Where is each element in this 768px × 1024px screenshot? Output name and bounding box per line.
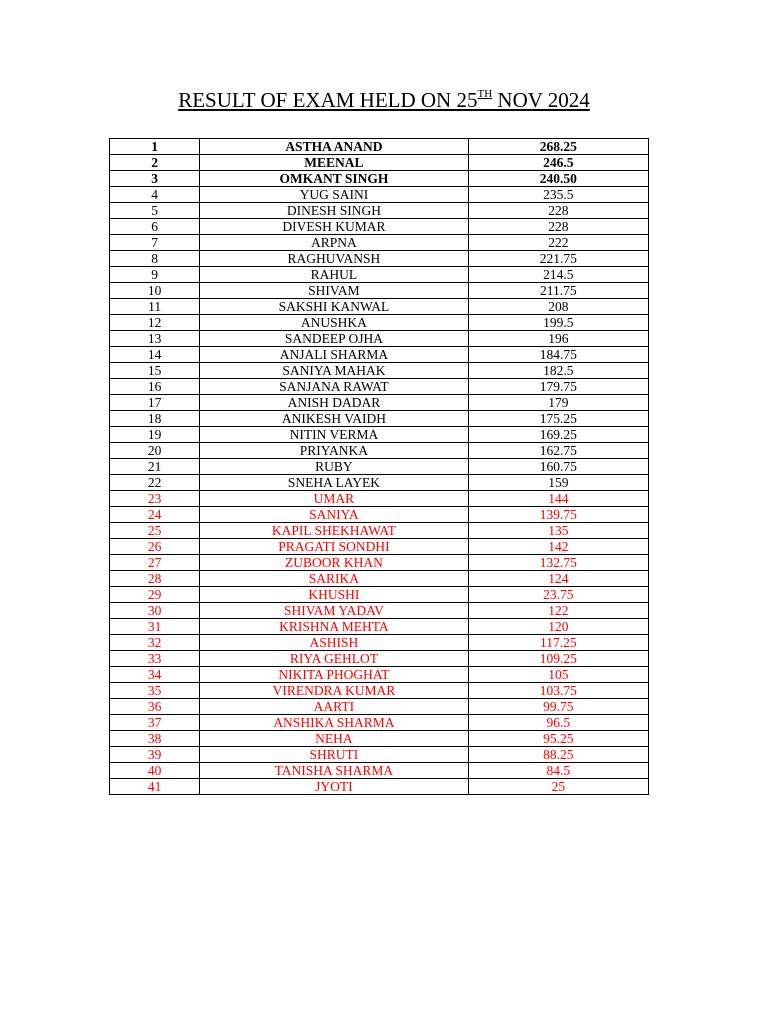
rank-cell: 7 bbox=[110, 235, 200, 251]
name-cell: NIKITA PHOGHAT bbox=[200, 667, 468, 683]
rank-cell: 16 bbox=[110, 379, 200, 395]
title-prefix: RESULT OF EXAM HELD ON 25 bbox=[178, 88, 478, 112]
score-cell: 95.25 bbox=[468, 731, 648, 747]
name-cell: ANSHIKA SHARMA bbox=[200, 715, 468, 731]
rank-cell: 17 bbox=[110, 395, 200, 411]
page-title bbox=[0, 86, 768, 114]
rank-cell: 39 bbox=[110, 747, 200, 763]
name-cell: RAGHUVANSH bbox=[200, 251, 468, 267]
rank-cell: 31 bbox=[110, 619, 200, 635]
rank-cell: 19 bbox=[110, 427, 200, 443]
name-cell: JYOTI bbox=[200, 779, 468, 795]
rank-cell: 23 bbox=[110, 491, 200, 507]
table-row bbox=[110, 475, 649, 491]
table-row bbox=[110, 139, 649, 155]
score-cell: 142 bbox=[468, 539, 648, 555]
rank-cell: 12 bbox=[110, 315, 200, 331]
score-cell: 240.50 bbox=[468, 171, 648, 187]
name-cell: RUBY bbox=[200, 459, 468, 475]
score-cell: 182.5 bbox=[468, 363, 648, 379]
score-cell: 139.75 bbox=[468, 507, 648, 523]
rank-cell: 29 bbox=[110, 587, 200, 603]
table-row bbox=[110, 539, 649, 555]
name-cell: OMKANT SINGH bbox=[200, 171, 468, 187]
name-cell: KRISHNA MEHTA bbox=[200, 619, 468, 635]
table-row bbox=[110, 395, 649, 411]
name-cell: SARIKA bbox=[200, 571, 468, 587]
name-cell: ANJALI SHARMA bbox=[200, 347, 468, 363]
table-row bbox=[110, 235, 649, 251]
table-row bbox=[110, 731, 649, 747]
score-cell: 235.5 bbox=[468, 187, 648, 203]
name-cell: ANIKESH VAIDH bbox=[200, 411, 468, 427]
score-cell: 132.75 bbox=[468, 555, 648, 571]
rank-cell: 18 bbox=[110, 411, 200, 427]
rank-cell: 34 bbox=[110, 667, 200, 683]
table-row bbox=[110, 267, 649, 283]
score-cell: 84.5 bbox=[468, 763, 648, 779]
score-cell: 268.25 bbox=[468, 139, 648, 155]
table-row bbox=[110, 571, 649, 587]
name-cell: NITIN VERMA bbox=[200, 427, 468, 443]
rank-cell: 36 bbox=[110, 699, 200, 715]
results-table bbox=[109, 138, 649, 795]
table-row bbox=[110, 187, 649, 203]
score-cell: 228 bbox=[468, 203, 648, 219]
rank-cell: 28 bbox=[110, 571, 200, 587]
table-row bbox=[110, 603, 649, 619]
name-cell: YUG SAINI bbox=[200, 187, 468, 203]
table-row bbox=[110, 443, 649, 459]
table-row bbox=[110, 699, 649, 715]
table-row bbox=[110, 315, 649, 331]
rank-cell: 14 bbox=[110, 347, 200, 363]
name-cell: PRIYANKA bbox=[200, 443, 468, 459]
score-cell: 25 bbox=[468, 779, 648, 795]
table-row bbox=[110, 331, 649, 347]
name-cell: SANIYA bbox=[200, 507, 468, 523]
table-row bbox=[110, 155, 649, 171]
table-row bbox=[110, 587, 649, 603]
score-cell: 96.5 bbox=[468, 715, 648, 731]
table-row bbox=[110, 667, 649, 683]
score-cell: 124 bbox=[468, 571, 648, 587]
rank-cell: 13 bbox=[110, 331, 200, 347]
rank-cell: 20 bbox=[110, 443, 200, 459]
name-cell: RIYA GEHLOT bbox=[200, 651, 468, 667]
score-cell: 135 bbox=[468, 523, 648, 539]
name-cell: MEENAL bbox=[200, 155, 468, 171]
table-row bbox=[110, 715, 649, 731]
score-cell: 105 bbox=[468, 667, 648, 683]
rank-cell: 41 bbox=[110, 779, 200, 795]
name-cell: KHUSHI bbox=[200, 587, 468, 603]
name-cell: RAHUL bbox=[200, 267, 468, 283]
rank-cell: 4 bbox=[110, 187, 200, 203]
table-row bbox=[110, 379, 649, 395]
table-row bbox=[110, 651, 649, 667]
score-cell: 179.75 bbox=[468, 379, 648, 395]
name-cell: PRAGATI SONDHI bbox=[200, 539, 468, 555]
score-cell: 214.5 bbox=[468, 267, 648, 283]
name-cell: VIRENDRA KUMAR bbox=[200, 683, 468, 699]
score-cell: 88.25 bbox=[468, 747, 648, 763]
rank-cell: 5 bbox=[110, 203, 200, 219]
score-cell: 159 bbox=[468, 475, 648, 491]
rank-cell: 21 bbox=[110, 459, 200, 475]
name-cell: SANDEEP OJHA bbox=[200, 331, 468, 347]
table-row bbox=[110, 763, 649, 779]
rank-cell: 25 bbox=[110, 523, 200, 539]
name-cell: NEHA bbox=[200, 731, 468, 747]
score-cell: 169.25 bbox=[468, 427, 648, 443]
name-cell: ARPNA bbox=[200, 235, 468, 251]
name-cell: SHRUTI bbox=[200, 747, 468, 763]
table-row bbox=[110, 347, 649, 363]
table-row bbox=[110, 299, 649, 315]
rank-cell: 26 bbox=[110, 539, 200, 555]
rank-cell: 2 bbox=[110, 155, 200, 171]
name-cell: ANUSHKA bbox=[200, 315, 468, 331]
score-cell: 99.75 bbox=[468, 699, 648, 715]
rank-cell: 27 bbox=[110, 555, 200, 571]
table-row bbox=[110, 219, 649, 235]
table-row bbox=[110, 507, 649, 523]
table-row bbox=[110, 747, 649, 763]
table-row bbox=[110, 491, 649, 507]
rank-cell: 11 bbox=[110, 299, 200, 315]
name-cell: ASTHA ANAND bbox=[200, 139, 468, 155]
table-row bbox=[110, 171, 649, 187]
name-cell: SHIVAM YADAV bbox=[200, 603, 468, 619]
score-cell: 179 bbox=[468, 395, 648, 411]
table-row bbox=[110, 427, 649, 443]
rank-cell: 35 bbox=[110, 683, 200, 699]
rank-cell: 9 bbox=[110, 267, 200, 283]
score-cell: 23.75 bbox=[468, 587, 648, 603]
score-cell: 120 bbox=[468, 619, 648, 635]
score-cell: 162.75 bbox=[468, 443, 648, 459]
score-cell: 199.5 bbox=[468, 315, 648, 331]
name-cell: SANIYA MAHAK bbox=[200, 363, 468, 379]
table-row bbox=[110, 411, 649, 427]
rank-cell: 6 bbox=[110, 219, 200, 235]
score-cell: 109.25 bbox=[468, 651, 648, 667]
table-row bbox=[110, 555, 649, 571]
rank-cell: 22 bbox=[110, 475, 200, 491]
name-cell: AARTI bbox=[200, 699, 468, 715]
rank-cell: 1 bbox=[110, 139, 200, 155]
score-cell: 117.25 bbox=[468, 635, 648, 651]
table-row bbox=[110, 459, 649, 475]
name-cell: SANJANA RAWAT bbox=[200, 379, 468, 395]
score-cell: 222 bbox=[468, 235, 648, 251]
name-cell: ZUBOOR KHAN bbox=[200, 555, 468, 571]
name-cell: DINESH SINGH bbox=[200, 203, 468, 219]
name-cell: ANISH DADAR bbox=[200, 395, 468, 411]
rank-cell: 24 bbox=[110, 507, 200, 523]
title-suffix: NOV 2024 bbox=[492, 88, 590, 112]
name-cell: ASHISH bbox=[200, 635, 468, 651]
rank-cell: 33 bbox=[110, 651, 200, 667]
name-cell: DIVESH KUMAR bbox=[200, 219, 468, 235]
rank-cell: 37 bbox=[110, 715, 200, 731]
score-cell: 103.75 bbox=[468, 683, 648, 699]
score-cell: 144 bbox=[468, 491, 648, 507]
table-row bbox=[110, 619, 649, 635]
score-cell: 228 bbox=[468, 219, 648, 235]
table-row bbox=[110, 523, 649, 539]
rank-cell: 8 bbox=[110, 251, 200, 267]
name-cell: KAPIL SHEKHAWAT bbox=[200, 523, 468, 539]
title-superscript: TH bbox=[477, 88, 493, 100]
score-cell: 160.75 bbox=[468, 459, 648, 475]
rank-cell: 32 bbox=[110, 635, 200, 651]
score-cell: 211.75 bbox=[468, 283, 648, 299]
rank-cell: 40 bbox=[110, 763, 200, 779]
score-cell: 221.75 bbox=[468, 251, 648, 267]
name-cell: TANISHA SHARMA bbox=[200, 763, 468, 779]
name-cell: SNEHA LAYEK bbox=[200, 475, 468, 491]
score-cell: 122 bbox=[468, 603, 648, 619]
name-cell: SHIVAM bbox=[200, 283, 468, 299]
rank-cell: 38 bbox=[110, 731, 200, 747]
score-cell: 175.25 bbox=[468, 411, 648, 427]
score-cell: 246.5 bbox=[468, 155, 648, 171]
score-cell: 196 bbox=[468, 331, 648, 347]
table-row bbox=[110, 363, 649, 379]
name-cell: SAKSHI KANWAL bbox=[200, 299, 468, 315]
results-table-body bbox=[110, 139, 649, 795]
table-row bbox=[110, 635, 649, 651]
table-row bbox=[110, 779, 649, 795]
score-cell: 184.75 bbox=[468, 347, 648, 363]
rank-cell: 10 bbox=[110, 283, 200, 299]
rank-cell: 15 bbox=[110, 363, 200, 379]
rank-cell: 3 bbox=[110, 171, 200, 187]
name-cell: UMAR bbox=[200, 491, 468, 507]
table-row bbox=[110, 251, 649, 267]
score-cell: 208 bbox=[468, 299, 648, 315]
table-row bbox=[110, 203, 649, 219]
table-row bbox=[110, 283, 649, 299]
rank-cell: 30 bbox=[110, 603, 200, 619]
table-row bbox=[110, 683, 649, 699]
